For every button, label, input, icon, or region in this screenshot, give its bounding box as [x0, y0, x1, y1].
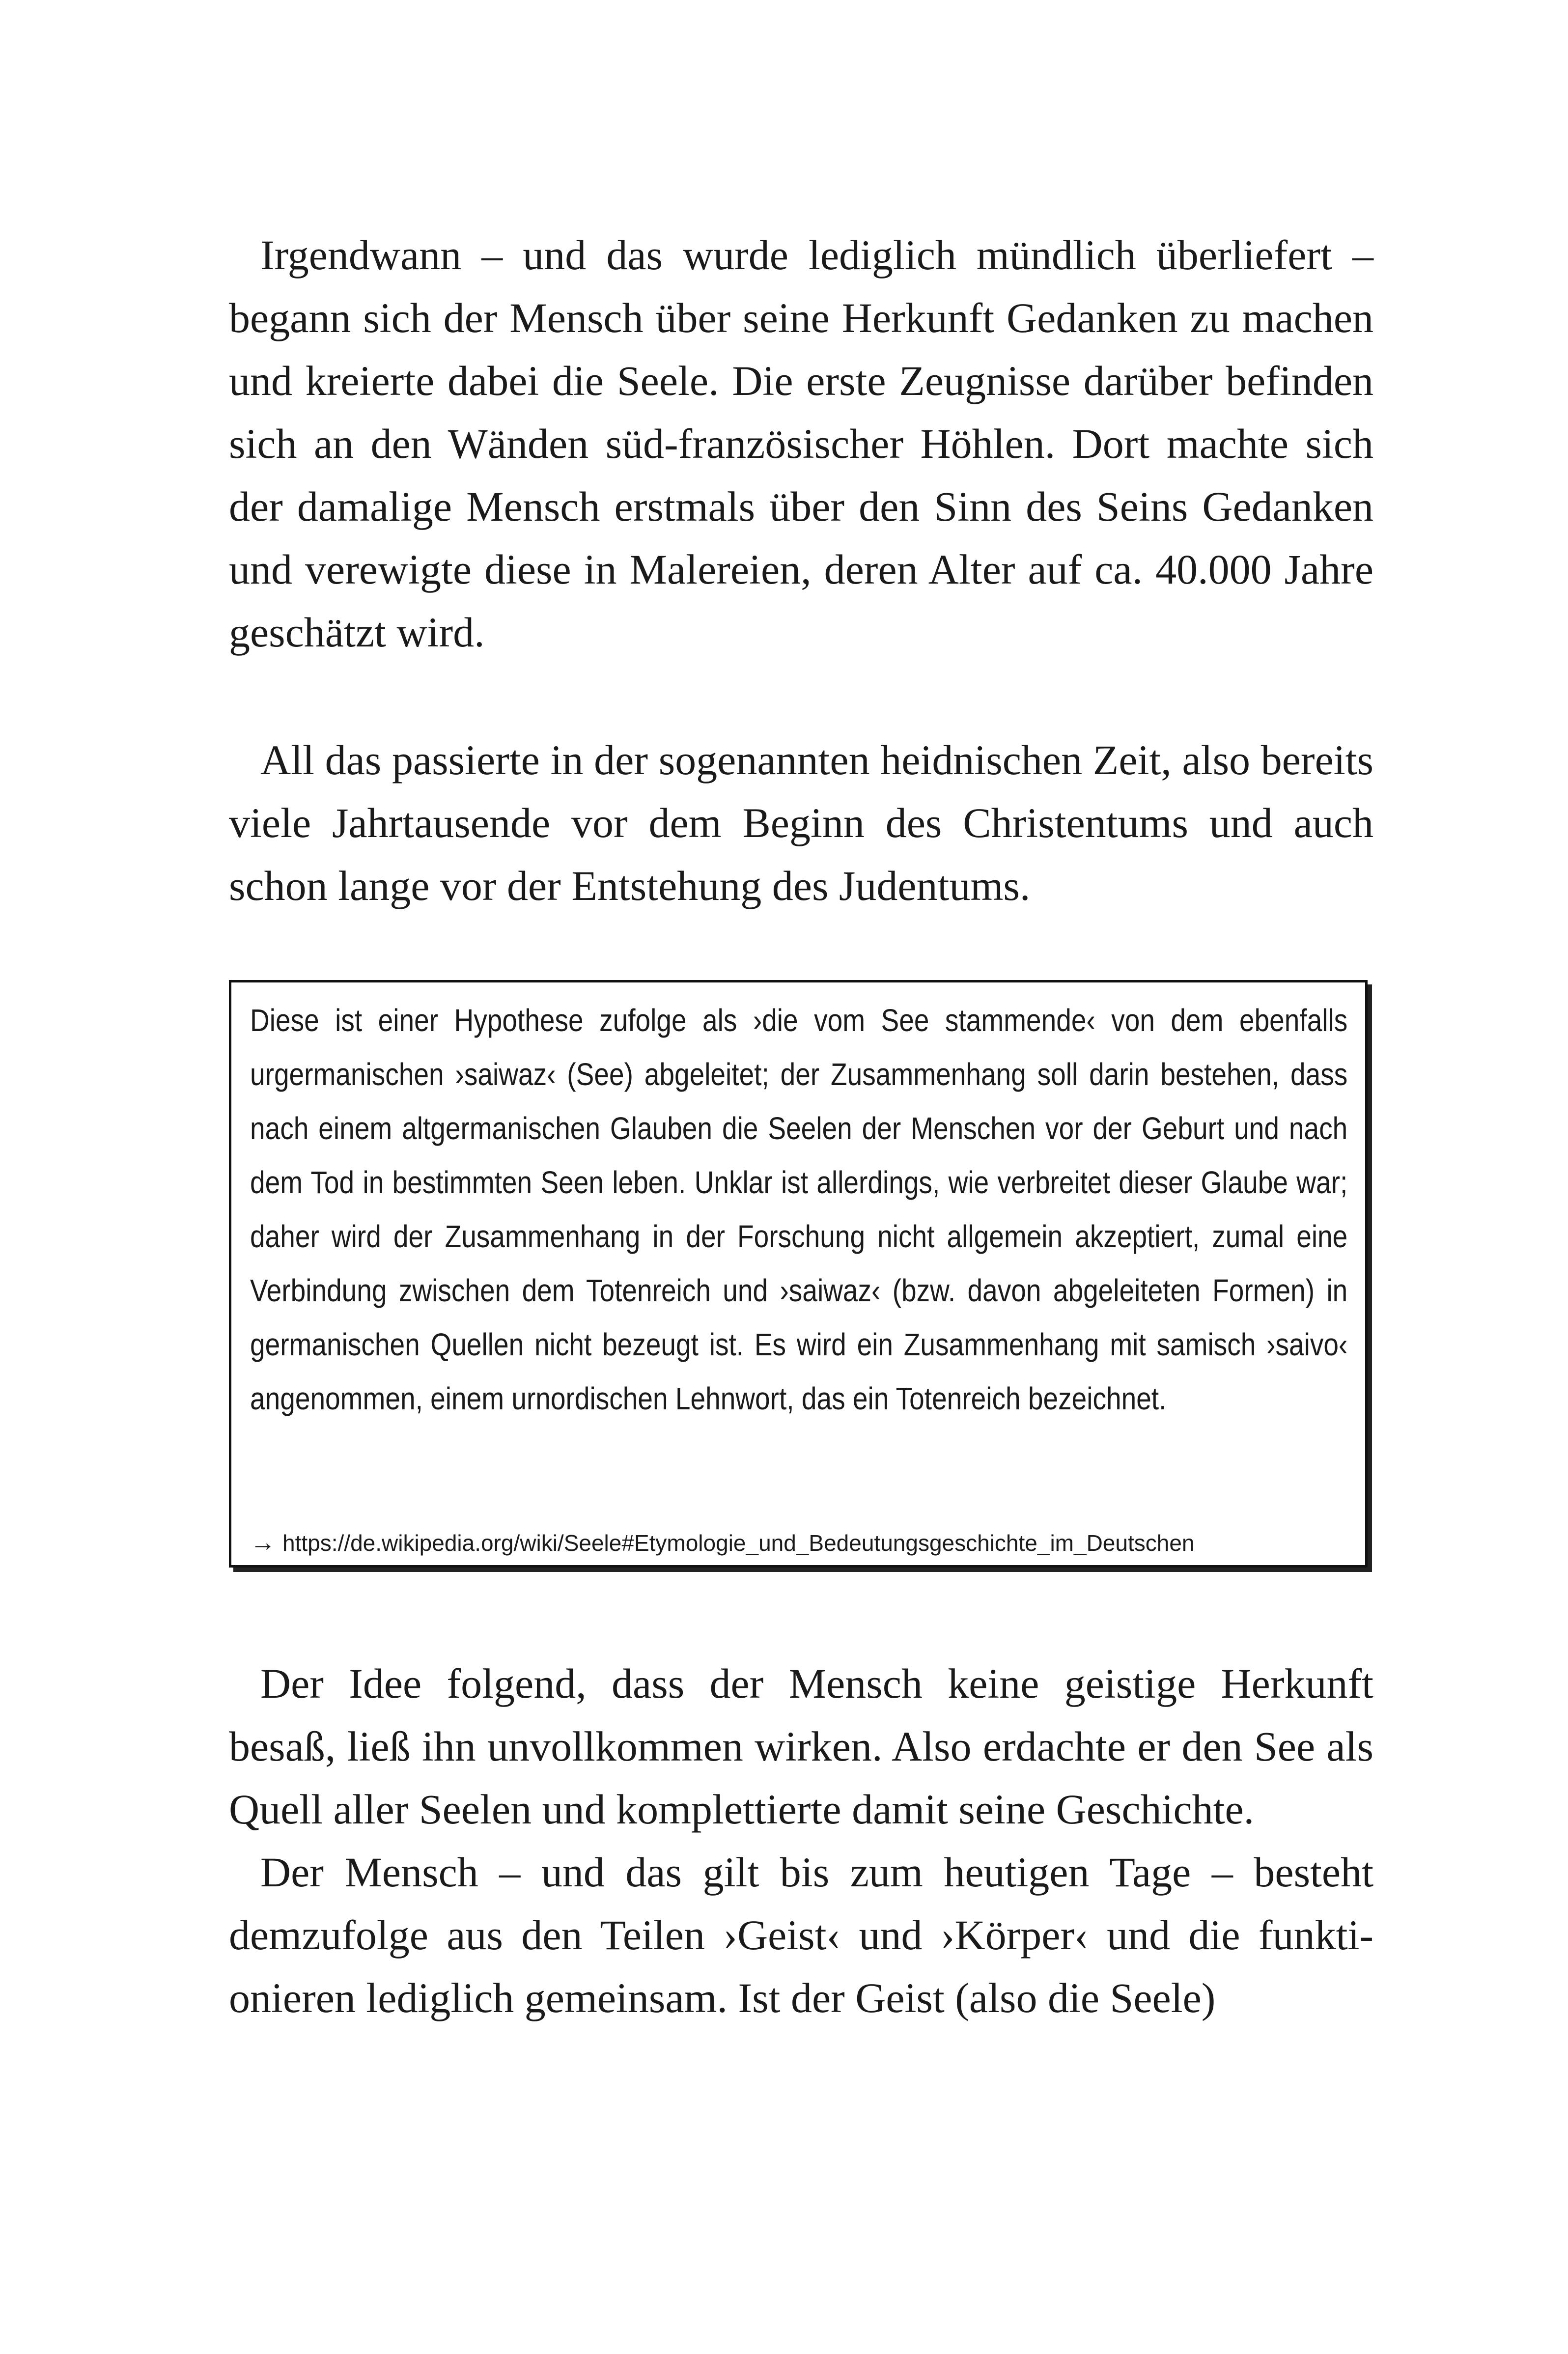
- paragraph-origin-of-soul: Irgendwann – und das wurde lediglich mündlich überliefert – begann sich der Mensch über seine Herkunft Gedanken zu machen und kreierte dabei die Seele. Die erste Zeugnisse darüber befinden sich an den Wänden süd-französischer Höhlen. Dort machte sich der damalige Mensch erstmals über den Sinn des Seins Gedanken und verewigte diese in Malereien, deren Alter auf ca. 40.000 Jahre geschätzt wird.: [229, 231, 1373, 656]
- paragraph-lake-idea: Der Idee folgend, dass der Mensch keine geistige Herkunft besaß, ließ ihn unvollkommen wirken. Also erdachte er den See als Quell aller Seelen und komplettierte damit seine Geschichte.: [229, 1660, 1373, 1833]
- quote-text: Diese ist einer Hypothese zufolge als ›die vom See stammende‹ von dem ebenfalls urgermanischen ›saiwaz‹ (See) abgeleitet; der Zusammenhang soll darin bestehen, dass nach einem altgermanischen Glauben die Seelen der Menschen vor der Geburt und nach dem Tod in bestimmten Seen leben. Unklar ist allerdings, wie verbreitet dieser Glaube war; daher wird der Zusammenhang in der Forschung nicht allgemein akzeptiert, zumal eine Verbindung zwischen dem Totenreich und ›saiwaz‹ (bzw. davon abgeleiteten Formen) in germanischen Quellen nicht bezeugt ist. Es wird ein Zusammenhang mit samisch ›saivo‹ angenommen, einem urnordischen Lehnwort, das ein Totenreich bezeichnet.: [250, 1003, 1348, 1416]
- source-link[interactable]: https://de.wikipedia.org/wiki/Seele#Etymologie_und_Bedeutungsgeschichte_im_Deutschen: [282, 1530, 1195, 1556]
- arrow-right-icon: →: [250, 1528, 276, 1557]
- etymology-quote-box: [229, 980, 1368, 1568]
- source-reference: [250, 1529, 1195, 1557]
- book-page: [229, 0, 1373, 2354]
- paragraph-pagan-era: All das passierte in der sogenannten heidnischen Zeit, also bereits viele Jahrtausende vor dem Beginn des Christentums und auch schon lange vor der Entstehung des Judentums.: [229, 736, 1373, 909]
- paragraph-mind-body: Der Mensch – und das gilt bis zum heutigen Tage – besteht demzufolge aus den Teilen ›Geist‹ und ›Körper‹ und die funktionieren lediglich gemeinsam. Ist der Geist (also die Seele): [229, 1849, 1373, 2021]
